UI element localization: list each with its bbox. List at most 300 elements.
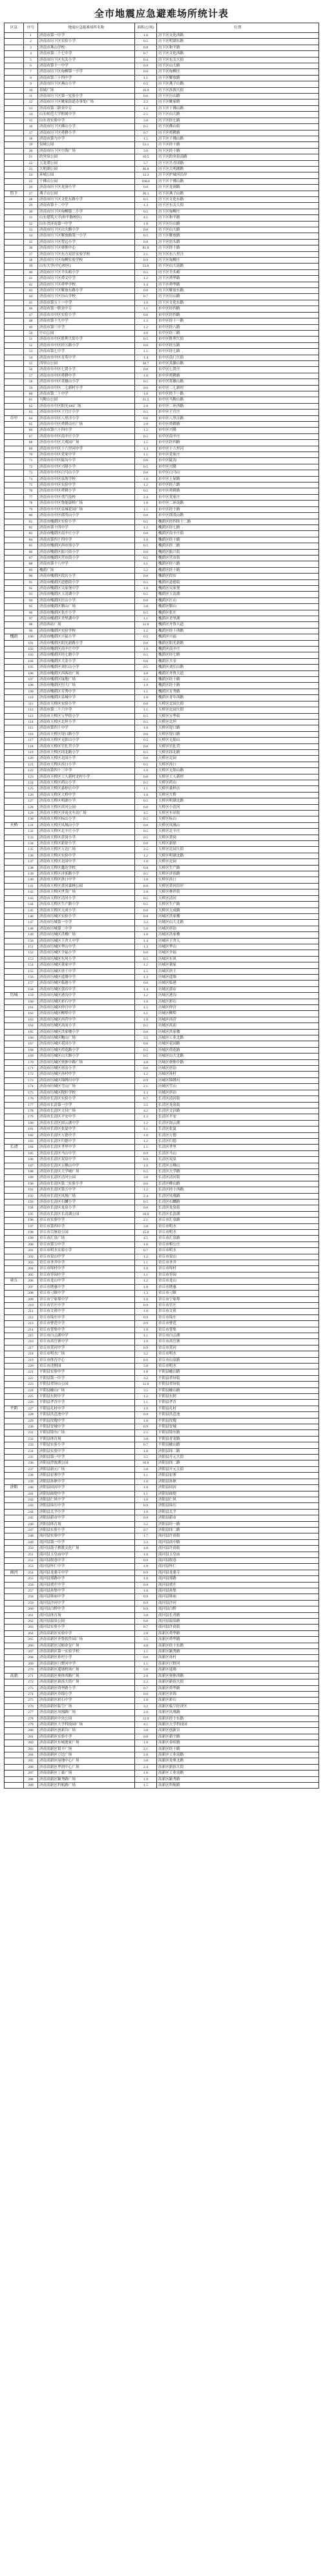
- cell-district: [5, 713, 24, 719]
- cell-district: [5, 1363, 24, 1369]
- table-row: [5, 1066, 319, 1072]
- table-row: [5, 670, 319, 676]
- cell-no: 12: [24, 99, 38, 105]
- cell-location: 槐荫区阳光新路: [157, 640, 319, 646]
- cell-area: 1.1: [135, 1491, 157, 1497]
- cell-no: 48: [24, 318, 38, 324]
- cell-no: 240: [24, 1485, 38, 1491]
- cell-district: [5, 1637, 24, 1643]
- cell-no: 89: [24, 567, 38, 573]
- cell-name: 章丘市白云湖中学: [38, 1333, 135, 1338]
- cell-district: [5, 1175, 24, 1181]
- cell-location: 商河县商中路: [157, 1539, 319, 1545]
- cell-no: 205: [24, 1272, 38, 1278]
- cell-area: 1.0: [135, 1418, 157, 1424]
- table-row: [5, 1455, 319, 1460]
- cell-district: [5, 829, 24, 835]
- cell-location: 天桥区新徐: [157, 841, 319, 847]
- table-row: [5, 1157, 319, 1163]
- table-row: [5, 1223, 319, 1229]
- cell-name: 章丘市明水广场: [38, 1351, 135, 1357]
- cell-no: 99: [24, 628, 38, 634]
- cell-name: 山东省实验中学: [38, 118, 135, 123]
- cell-no: 255: [24, 1576, 38, 1582]
- cell-location: 槐荫区道德街: [157, 579, 319, 585]
- cell-location: 天桥区堤口路: [157, 731, 319, 737]
- cell-name: 泉城公园: [38, 142, 135, 148]
- cell-district: [5, 1691, 24, 1697]
- cell-no: 103: [24, 652, 38, 658]
- cell-location: 长清区崮云湖: [157, 1120, 319, 1126]
- cell-area: 3.0: [135, 1612, 157, 1618]
- cell-area: 1.2: [135, 1187, 157, 1193]
- table-row: [5, 337, 319, 342]
- cell-location: 天桥区桑梓店: [157, 786, 319, 792]
- cell-no: 164: [24, 1023, 38, 1029]
- table-row: [5, 69, 319, 75]
- cell-no: 264: [24, 1630, 38, 1636]
- cell-district: [5, 731, 24, 737]
- cell-district: [5, 1066, 24, 1072]
- cell-name: 济南高新区新泺大街广场: [38, 1679, 135, 1685]
- cell-no: 246: [24, 1521, 38, 1527]
- cell-district: [5, 719, 24, 725]
- cell-location: 章丘市圣井: [157, 1260, 319, 1266]
- cell-area: 1.3: [135, 1291, 157, 1296]
- cell-no: 183: [24, 1138, 38, 1144]
- cell-location: 历下区甸柳庄: [157, 258, 319, 264]
- cell-location: 章丘市相公庄: [157, 1241, 319, 1247]
- table-row: [5, 1703, 319, 1709]
- cell-district: [5, 1728, 24, 1734]
- cell-no: 61: [24, 397, 38, 403]
- table-row: [5, 1649, 319, 1655]
- cell-no: 272: [24, 1679, 38, 1685]
- table-row: [5, 908, 319, 913]
- cell-location: 历城区华山: [157, 944, 319, 950]
- cell-area: 3.2: [135, 920, 157, 926]
- cell-area: 1.2: [135, 105, 157, 111]
- header-no: 序号: [24, 23, 38, 33]
- cell-no: 263: [24, 1625, 38, 1630]
- cell-name: 济南高新区汉峪金谷广场: [38, 1643, 135, 1648]
- table-row: [5, 1442, 319, 1448]
- table-row: [5, 264, 319, 269]
- cell-no: 62: [24, 403, 38, 409]
- cell-district: [5, 221, 24, 227]
- cell-name: 济南市第一职业中专: [38, 306, 135, 312]
- cell-no: 216: [24, 1339, 38, 1345]
- cell-location: 历城区奥体中路: [157, 1059, 319, 1065]
- cell-area: 0.5: [135, 902, 157, 908]
- cell-location: 章丘市明水: [157, 1351, 319, 1357]
- cell-district: 平阴: [5, 1406, 24, 1411]
- table-row: [5, 647, 319, 652]
- table-row: [5, 312, 319, 318]
- table-row: [5, 33, 319, 39]
- cell-location: 历下区文化西路: [157, 51, 319, 57]
- cell-district: [5, 227, 24, 233]
- cell-area: 3.5: [135, 1102, 157, 1108]
- cell-location: 高新区工业南路: [157, 1771, 319, 1776]
- cell-name: 商河县鼓子秧歌文化广场: [38, 1546, 135, 1552]
- cell-name: 济阳县曲堤中学: [38, 1491, 135, 1497]
- table-row: [5, 276, 319, 282]
- cell-name: 济南市天桥区明湖小学: [38, 798, 135, 804]
- cell-no: 168: [24, 1047, 38, 1053]
- cell-name: 济南市槐荫区实验学校: [38, 628, 135, 634]
- cell-no: 19: [24, 142, 38, 148]
- cell-area: 2.8: [135, 403, 157, 409]
- cell-name: 济南市槐荫区段店小学: [38, 574, 135, 579]
- table-row: [5, 1515, 319, 1521]
- cell-no: 117: [24, 738, 38, 743]
- cell-no: 222: [24, 1375, 38, 1381]
- table-row: [5, 774, 319, 780]
- cell-name: 商河县体育场: [38, 1612, 135, 1618]
- cell-name: 平阴县锦东广场: [38, 1430, 135, 1436]
- table-row: [5, 282, 319, 287]
- cell-area: 1.1: [135, 1260, 157, 1266]
- cell-district: [5, 1309, 24, 1314]
- cell-area: 1.8: [135, 932, 157, 938]
- cell-location: 高新区舜华路: [157, 1637, 319, 1643]
- cell-name: 趵突泉公园: [38, 154, 135, 160]
- table-row: [5, 185, 319, 191]
- cell-area: 3.0: [135, 148, 157, 154]
- table-row: [5, 1054, 319, 1059]
- cell-district: [5, 792, 24, 798]
- table-row: [5, 756, 319, 762]
- cell-name: 济南市天桥区桑梓店中学: [38, 786, 135, 792]
- cell-no: 125: [24, 786, 38, 792]
- table-row: [5, 196, 319, 202]
- table-row: [5, 555, 319, 561]
- cell-area: 38.7: [135, 360, 157, 366]
- cell-name: 济南市长清区归德中学: [38, 1138, 135, 1144]
- cell-district: [5, 1223, 24, 1229]
- cell-location: 历城区港沟: [157, 993, 319, 999]
- cell-location: 济阳县仁风: [157, 1497, 319, 1502]
- cell-district: [5, 1576, 24, 1582]
- cell-area: 0.6: [135, 549, 157, 555]
- table-row: [5, 306, 319, 312]
- cell-location: 槐荫区张庄: [157, 610, 319, 616]
- cell-area: 10.0: [135, 1460, 157, 1466]
- cell-no: 79: [24, 506, 38, 512]
- cell-name: 济南市天桥区天成小学: [38, 908, 135, 913]
- cell-district: [5, 1533, 24, 1539]
- cell-name: 济南市历下区龙洞小学: [38, 185, 135, 191]
- cell-area: 0.9: [135, 1412, 157, 1418]
- cell-area: 4.0: [135, 1643, 157, 1648]
- cell-district: [5, 397, 24, 403]
- table-row: [5, 822, 319, 828]
- cell-area: 1.0: [135, 373, 157, 379]
- cell-no: 44: [24, 294, 38, 300]
- header-area: 面积(公顷): [135, 23, 157, 33]
- cell-district: [5, 1564, 24, 1570]
- cell-district: [5, 1357, 24, 1363]
- cell-no: 36: [24, 245, 38, 251]
- cell-name: 济南市历城区遥墙中学: [38, 974, 135, 980]
- cell-area: 1.0: [135, 877, 157, 883]
- cell-name: 济南市第四十三中学: [38, 768, 135, 774]
- table-body: [5, 33, 319, 1789]
- cell-area: 5.0: [135, 1363, 157, 1369]
- cell-name: 中山公园: [38, 330, 135, 336]
- cell-no: 14: [24, 112, 38, 118]
- cell-no: 126: [24, 792, 38, 798]
- table-row: [5, 531, 319, 537]
- cell-area: 3.5: [135, 1637, 157, 1643]
- cell-no: 223: [24, 1382, 38, 1387]
- cell-no: 34: [24, 233, 38, 239]
- cell-name: 济南市市中区实验中学: [38, 483, 135, 488]
- cell-location: 槐荫区经十路: [157, 537, 319, 543]
- cell-location: 历城区高而: [157, 1023, 319, 1029]
- cell-area: 2.5: [135, 112, 157, 118]
- cell-name: 四里山公园: [38, 360, 135, 366]
- cell-name: 济阳县回河中学: [38, 1485, 135, 1491]
- cell-district: [5, 488, 24, 494]
- table-row: [5, 1011, 319, 1017]
- cell-no: 97: [24, 616, 38, 622]
- cell-area: 12.0: [135, 1716, 157, 1721]
- table-row: [5, 1552, 319, 1557]
- cell-name: 济南市第九中学: [38, 136, 135, 141]
- table-row: [5, 1218, 319, 1223]
- cell-no: 40: [24, 269, 38, 275]
- cell-name: 济南市槐荫区经七路小学: [38, 652, 135, 658]
- cell-district: [5, 483, 24, 488]
- cell-no: 113: [24, 713, 38, 719]
- cell-area: 1.0: [135, 647, 157, 652]
- table-row: [5, 768, 319, 774]
- table-row: [5, 658, 319, 664]
- cell-location: 槐荫区匡山: [157, 597, 319, 603]
- table-row: [5, 634, 319, 640]
- cell-location: 高新区工业南路: [157, 1752, 319, 1758]
- cell-name: 济南市槐荫区实验小学: [38, 519, 135, 525]
- cell-no: 134: [24, 841, 38, 847]
- cell-name: 济南高新区章锦小学: [38, 1691, 135, 1697]
- cell-no: 248: [24, 1533, 38, 1539]
- cell-area: 0.5: [135, 956, 157, 962]
- cell-location: 平阴县洪范池: [157, 1412, 319, 1418]
- cell-district: [5, 1375, 24, 1381]
- cell-name: 济南市槐荫区兴福小学: [38, 634, 135, 640]
- cell-area: 0.9: [135, 1314, 157, 1320]
- cell-area: 2.2: [135, 677, 157, 683]
- cell-district: [5, 124, 24, 130]
- table-row: [5, 999, 319, 1004]
- cell-area: 0.5: [135, 379, 157, 385]
- cell-area: 1.0: [135, 537, 157, 543]
- table-row: [5, 1114, 319, 1120]
- table-row: [5, 1527, 319, 1533]
- table-row: [5, 1387, 319, 1393]
- cell-no: 29: [24, 203, 38, 209]
- table-row: [5, 677, 319, 683]
- cell-no: 16: [24, 124, 38, 130]
- table-row: [5, 786, 319, 792]
- cell-district: [5, 33, 24, 39]
- cell-district: [5, 1716, 24, 1721]
- cell-district: [5, 549, 24, 555]
- table-row: [5, 130, 319, 136]
- cell-district: [5, 1029, 24, 1035]
- cell-no: 150: [24, 938, 38, 944]
- table-row: [5, 1619, 319, 1625]
- cell-district: [5, 883, 24, 889]
- cell-district: [5, 981, 24, 986]
- cell-name: 济南市历下区解放路第一小学: [38, 233, 135, 239]
- cell-location: 市中区经十路: [157, 506, 319, 512]
- cell-location: 济阳县经一路: [157, 1521, 319, 1527]
- cell-location: 章丘市宁家埠: [157, 1296, 319, 1302]
- table-row: [5, 762, 319, 767]
- cell-location: 历城区唐王: [157, 968, 319, 974]
- cell-location: 历城区荷花路: [157, 1047, 319, 1053]
- cell-name: 济南市历城区洪家楼小学: [38, 1029, 135, 1035]
- cell-district: [5, 895, 24, 901]
- cell-location: 市中区经七路: [157, 349, 319, 355]
- cell-no: 81: [24, 519, 38, 525]
- cell-no: 42: [24, 282, 38, 287]
- cell-district: [5, 440, 24, 446]
- cell-location: 商河县贾庄: [157, 1582, 319, 1588]
- cell-name: 济南高新区中央公园: [38, 1716, 135, 1721]
- cell-name: 济南市市中区泉城花园广场: [38, 506, 135, 512]
- cell-district: [5, 1710, 24, 1716]
- table-row: [5, 1351, 319, 1357]
- cell-name: 济南市天桥区世茂广场: [38, 889, 135, 895]
- cell-location: 章丘市山泉路: [157, 1357, 319, 1363]
- cell-location: 槐荫区玉清湖: [157, 592, 319, 597]
- cell-location: 天桥区工人新村: [157, 774, 319, 780]
- cell-name: 济南市历城区高而小学: [38, 1023, 135, 1029]
- cell-name: 济南市历城区临港小学: [38, 981, 135, 986]
- cell-area: 0.5: [135, 871, 157, 877]
- cell-no: 51: [24, 337, 38, 342]
- table-row: [5, 974, 319, 980]
- cell-district: [5, 458, 24, 464]
- cell-no: 288: [24, 1776, 38, 1782]
- cell-area: 1.0: [135, 1296, 157, 1302]
- cell-area: 1.4: [135, 938, 157, 944]
- cell-no: 210: [24, 1302, 38, 1308]
- cell-name: 济阳县孙耿中学: [38, 1479, 135, 1484]
- cell-no: 116: [24, 731, 38, 737]
- cell-area: 1.1: [135, 616, 157, 622]
- cell-no: 56: [24, 367, 38, 373]
- cell-name: 济南市历下区舜耕小学: [38, 130, 135, 136]
- table-row: [5, 1005, 319, 1011]
- table-row: [5, 1582, 319, 1588]
- cell-area: 0.6: [135, 701, 157, 707]
- cell-district: [5, 1102, 24, 1108]
- cell-district: [5, 105, 24, 111]
- cell-area: 0.5: [135, 196, 157, 202]
- cell-name: 济南市市中区郎茂山小学: [38, 513, 135, 519]
- table-row: [5, 428, 319, 433]
- cell-name: 济阳县澄波湖公园: [38, 1460, 135, 1466]
- cell-name: 济南高新区彩石中学: [38, 1698, 135, 1703]
- table-row: [5, 476, 319, 482]
- cell-name: 济南市天桥区鑫达学校: [38, 865, 135, 871]
- cell-location: 槐荫区青年西路: [157, 695, 319, 701]
- cell-no: 252: [24, 1557, 38, 1563]
- cell-district: [5, 1448, 24, 1454]
- cell-no: 96: [24, 610, 38, 616]
- cell-location: 市中区南辛庄: [157, 433, 319, 439]
- cell-no: 160: [24, 999, 38, 1004]
- cell-no: 15: [24, 118, 38, 123]
- cell-name: 济南市历下区第一实验小学: [38, 94, 135, 99]
- cell-area: 1.8: [135, 1448, 157, 1454]
- cell-area: 1.2: [135, 1254, 157, 1260]
- cell-name: 济南市第十四中学: [38, 525, 135, 530]
- cell-location: 济阳县纬二路: [157, 1460, 319, 1466]
- table-row: [5, 585, 319, 591]
- cell-area: 0.5: [135, 209, 157, 214]
- cell-location: 历下区共青团路: [157, 160, 319, 166]
- cell-area: 1.6: [135, 1771, 157, 1776]
- cell-district: [5, 470, 24, 476]
- cell-location: 商河县长青路: [157, 1612, 319, 1618]
- cell-no: 138: [24, 865, 38, 871]
- cell-area: 1.0: [135, 768, 157, 774]
- cell-area: 1.0: [135, 1479, 157, 1484]
- cell-area: 1.8: [135, 1369, 157, 1375]
- cell-name: 济南市长清区清河公园: [38, 1175, 135, 1181]
- cell-name: 济南市天桥区实验小学: [38, 701, 135, 707]
- table-row: [5, 877, 319, 883]
- cell-name: 章丘市明水实验小学: [38, 1248, 135, 1254]
- cell-location: 高新区经十东路: [157, 1716, 319, 1721]
- cell-district: [5, 1236, 24, 1241]
- cell-no: 211: [24, 1309, 38, 1314]
- cell-no: 167: [24, 1041, 38, 1047]
- table-row: [5, 1102, 319, 1108]
- cell-location: 平阴县东阿: [157, 1394, 319, 1400]
- cell-location: 济阳县太平: [157, 1509, 319, 1515]
- cell-name: 济南高新区遥墙机场广场: [38, 1667, 135, 1673]
- cell-location: 历下区东关大街: [157, 203, 319, 209]
- cell-area: 2.2: [135, 1679, 157, 1685]
- cell-no: 260: [24, 1606, 38, 1612]
- cell-no: 76: [24, 488, 38, 494]
- cell-area: 1.1: [135, 452, 157, 458]
- cell-location: 历城区工业北路: [157, 1035, 319, 1041]
- table-row: [5, 1576, 319, 1582]
- cell-name: 济南市市中区鲁能康桥广场: [38, 501, 135, 506]
- cell-area: 1.0: [135, 1588, 157, 1594]
- cell-location: 市中区南门大街: [157, 355, 319, 360]
- cell-location: 槐荫区南辛庄: [157, 647, 319, 652]
- cell-no: 189: [24, 1175, 38, 1181]
- cell-district: [5, 1096, 24, 1102]
- cell-district: [5, 902, 24, 908]
- cell-district: [5, 670, 24, 676]
- table-row: [5, 950, 319, 956]
- cell-name: 济南市历城区实验小学: [38, 913, 135, 919]
- cell-district: [5, 330, 24, 336]
- cell-name: 济南市长清区张夏中学: [38, 1127, 135, 1132]
- cell-location: 高新区颖秀路: [157, 1776, 319, 1782]
- cell-district: [5, 342, 24, 348]
